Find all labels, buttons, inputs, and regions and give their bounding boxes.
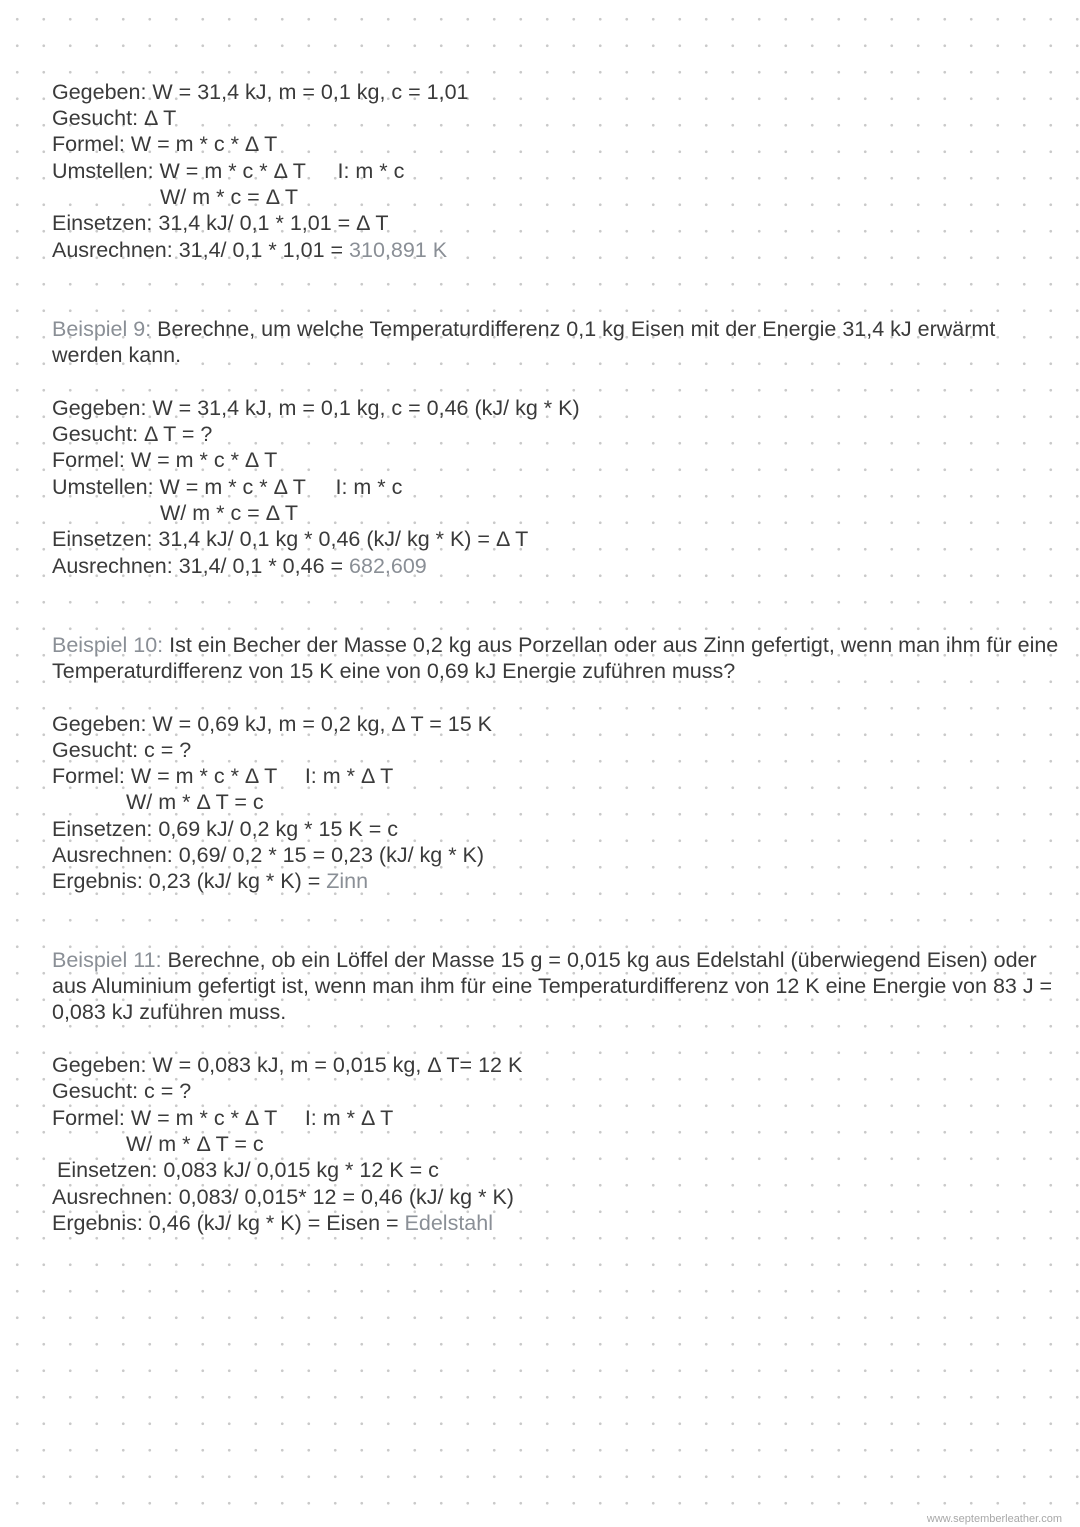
example-10-label: Beispiel 10: <box>52 633 164 657</box>
given-line: Gegeben: W = 0,083 kJ, m = 0,015 kg, Δ T= 12 K <box>52 1053 523 1077</box>
calc-line: Ausrechnen: 0,69/ 0,2 * 15 = 0,23 (kJ/ kg * K) <box>52 843 485 867</box>
insert-line: Einsetzen: 31,4 kJ/ 0,1 kg * 0,46 (kJ/ kg * K) = Δ T <box>52 527 529 551</box>
rearranged-formula: W/ m * c = Δ T <box>160 501 298 525</box>
example-10-text: Ist ein Becher der Masse 0,2 kg aus Porzellan oder aus Zinn gefertigt, wenn man ihm für eine <box>163 633 1059 657</box>
wanted-line: Gesucht: c = ? <box>52 738 192 762</box>
result-text: Ergebnis: 0,46 (kJ/ kg * K) = Eisen = <box>52 1211 405 1235</box>
calc-line: Ausrechnen: 0,083/ 0,015* 12 = 0,46 (kJ/ kg * K) <box>52 1185 514 1209</box>
formula-text: Formel: W = m * c * Δ T <box>52 764 277 788</box>
rearranged-formula: W/ m * Δ T = c <box>126 790 264 814</box>
formula-operation: I: m * Δ T <box>304 764 394 788</box>
watermark: www.septemberleather.com <box>926 1513 1062 1525</box>
rearrange-text: Umstellen: W = m * c * Δ T <box>52 159 306 183</box>
rearrange-operation: I: m * c <box>335 475 403 499</box>
rearrange-text: Umstellen: W = m * c * Δ T <box>52 475 306 499</box>
formula-text: Formel: W = m * c * Δ T <box>52 1106 277 1130</box>
calc-line <box>52 237 447 263</box>
rearrange-line <box>52 158 404 184</box>
insert-line: Einsetzen: 31,4 kJ/ 0,1 * 1,01 = Δ T <box>52 211 389 235</box>
example-9-label: Beispiel 9: <box>52 317 152 341</box>
given-line: Gegeben: W = 31,4 kJ, m = 0,1 kg, c = 0,46 (kJ/ kg * K) <box>52 396 580 420</box>
given-line: Gegeben: W = 0,69 kJ, m = 0,2 kg, Δ T = 15 K <box>52 712 493 736</box>
calc-text: Ausrechnen: 31,4/ 0,1 * 1,01 = <box>52 238 350 262</box>
wanted-line: Gesucht: c = ? <box>52 1079 192 1103</box>
wanted-line: Gesucht: Δ T = ? <box>52 422 213 446</box>
wanted-line: Gesucht: Δ T <box>52 106 177 130</box>
example-11-task-line-3: 0,083 kJ zuführen muss. <box>52 1000 287 1024</box>
given-line: Gegeben: W = 31,4 kJ, m = 0,1 kg, c = 1,01 <box>52 80 469 104</box>
result-value: Zinn <box>326 869 369 893</box>
formula-line <box>52 763 393 789</box>
example-10-task-line-1 <box>52 632 1058 658</box>
example-9-task-line-1 <box>52 316 995 342</box>
result-line <box>52 1210 493 1236</box>
calc-line <box>52 553 427 579</box>
calc-result: 682,609 <box>349 554 427 578</box>
result-value: Edelstahl <box>404 1211 493 1235</box>
example-9-task-line-2: werden kann. <box>52 343 182 367</box>
insert-line: Einsetzen: 0,69 kJ/ 0,2 kg * 15 K = c <box>52 817 398 841</box>
formula-line <box>52 1105 393 1131</box>
calc-text: Ausrechnen: 31,4/ 0,1 * 0,46 = <box>52 554 350 578</box>
example-11-task-line-1 <box>52 947 1037 973</box>
insert-line: Einsetzen: 0,083 kJ/ 0,015 kg * 12 K = c <box>57 1158 439 1182</box>
formula-line: Formel: W = m * c * Δ T <box>52 448 278 472</box>
rearranged-formula: W/ m * Δ T = c <box>126 1132 264 1156</box>
example-11-label: Beispiel 11: <box>52 948 162 972</box>
example-10-task-line-2: Temperaturdifferenz von 15 K eine von 0,69 kJ Energie zuführen muss? <box>52 659 736 683</box>
rearrange-line <box>52 474 402 500</box>
example-11-task-line-2: aus Aluminium gefertigt ist, wenn man ihm für eine Temperaturdifferenz von 12 K eine Energie von 83 J = <box>52 974 1053 998</box>
result-text: Ergebnis: 0,23 (kJ/ kg * K) = <box>52 869 327 893</box>
rearranged-formula: W/ m * c = Δ T <box>160 185 298 209</box>
rearrange-operation: I: m * c <box>337 159 405 183</box>
example-11-text: Berechne, ob ein Löffel der Masse 15 g = 0,015 kg aus Edelstahl (überwiegend Eisen) oder <box>161 948 1037 972</box>
example-9-text: Berechne, um welche Temperaturdifferenz 0,1 kg Eisen mit der Energie 31,4 kJ erwärmt <box>151 317 996 341</box>
formula-operation: I: m * Δ T <box>304 1106 394 1130</box>
formula-line: Formel: W = m * c * Δ T <box>52 132 278 156</box>
result-line <box>52 868 368 894</box>
calc-result: 310,891 K <box>349 238 448 262</box>
